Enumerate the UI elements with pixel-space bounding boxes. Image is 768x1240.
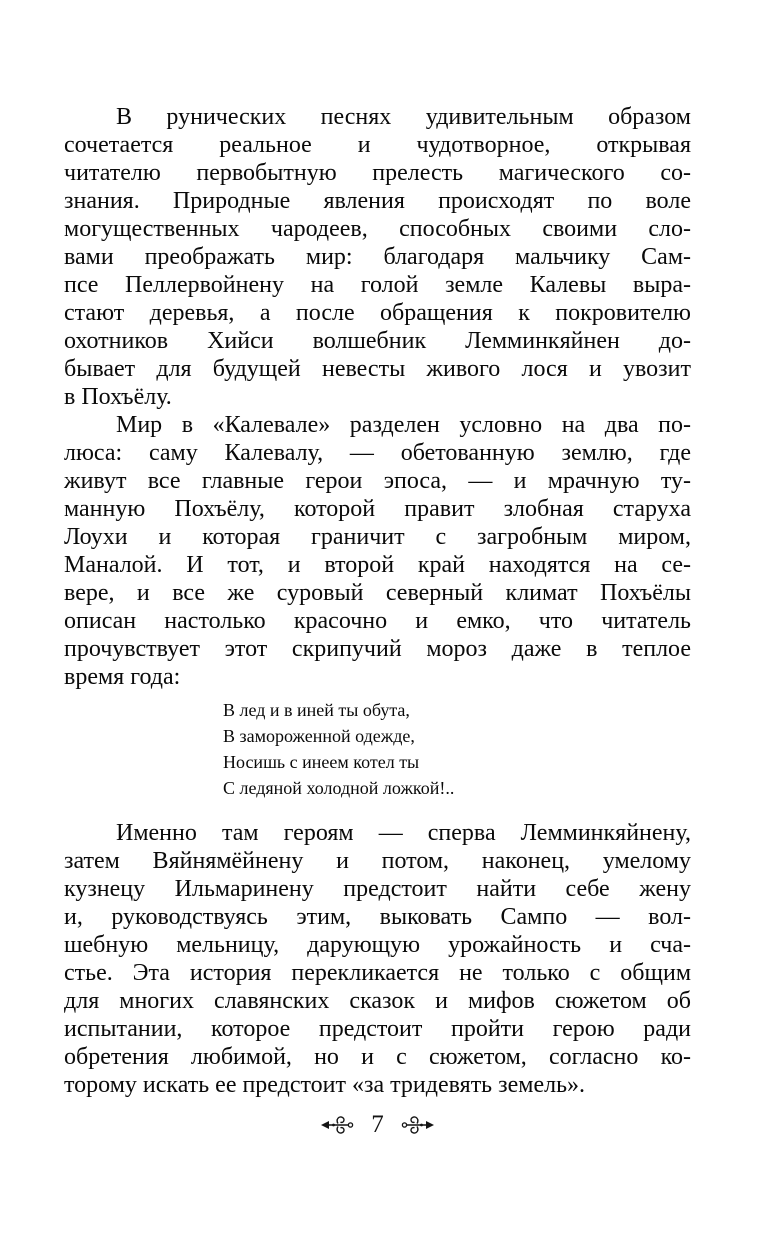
text-line: описан настолько красочно и емко, что читатель — [64, 608, 691, 634]
text-line: Лоухи и которая граничит с загробным миром, — [64, 524, 691, 550]
text-line: испытании, которое предстоит пройти герою ради — [64, 1016, 691, 1042]
text-line: В рунических песнях удивительным образом — [116, 104, 691, 130]
text-line: В замороженной одежде, — [223, 726, 415, 746]
text-line: Носишь с инеем котел ты — [223, 752, 420, 772]
fleuron-right-icon — [401, 1115, 435, 1135]
page-text-block — [64, 103, 691, 1099]
page-number: 7 — [371, 1111, 384, 1138]
text-line: люса: саму Калевалу, — обетованную землю, где — [64, 440, 691, 466]
text-line: сочетается реальное и чудотворное, открывая — [64, 132, 691, 158]
text-line: в Похъёлу. — [64, 384, 172, 410]
text-line: для многих славянских сказок и мифов сюжетом об — [64, 988, 691, 1014]
text-line: обретения любимой, но и с сюжетом, согласно ко- — [64, 1044, 691, 1070]
text-line: и, руководствуясь этим, выковать Сампо — вол- — [64, 904, 691, 930]
paragraph-block — [64, 411, 691, 691]
paragraph-block — [64, 103, 691, 411]
text-line: знания. Природные явления происходят по воле — [64, 188, 691, 214]
text-line: бывает для будущей невесты живого лося и увозит — [64, 356, 691, 382]
text-line: Именно там героям — сперва Лемминкяйнену, — [116, 820, 691, 846]
text-line: шебную мельницу, дарующую урожайность и сча- — [64, 932, 691, 958]
text-line: могущественных чародеев, способных своими сло- — [64, 216, 691, 242]
text-line: вами преображать мир: благодаря мальчику Сам- — [64, 244, 691, 270]
text-line: стают деревья, а после обращения к покровителю — [64, 300, 691, 326]
text-line: охотников Хийси волшебник Лемминкяйнен до- — [64, 328, 691, 354]
text-line: читателю первобытную прелесть магического со- — [64, 160, 691, 186]
text-line: живут все главные герои эпоса, — и мрачную ту- — [64, 468, 691, 494]
page-footer — [64, 1110, 691, 1140]
text-line: кузнецу Ильмаринену предстоит найти себе жену — [64, 876, 691, 902]
text-line: С ледяной холодной ложкой!.. — [223, 778, 455, 798]
text-line: прочувствует этот скрипучий мороз даже в теплое — [64, 636, 691, 662]
text-line: вере, и все же суровый северный климат Похъёлы — [64, 580, 691, 606]
verse-block — [223, 697, 691, 801]
text-line: Маналой. И тот, и второй край находятся на се- — [64, 552, 691, 578]
text-line: манную Похъёлу, которой правит злобная старуха — [64, 496, 691, 522]
text-line: стье. Эта история перекликается не только с общим — [64, 960, 691, 986]
text-line: торому искать ее предстоит «за тридевять земель». — [64, 1072, 586, 1098]
text-line: В лед и в иней ты обута, — [223, 700, 410, 720]
paragraph-block — [64, 819, 691, 1099]
text-line: время года: — [64, 664, 181, 690]
text-line: Мир в «Калевале» разделен условно на два по- — [116, 412, 691, 438]
fleuron-left-icon — [320, 1115, 354, 1135]
text-line: псе Пеллервойнену на голой земле Калевы выра- — [64, 272, 691, 298]
text-line: затем Вяйнямёйнену и потом, наконец, умелому — [64, 848, 691, 874]
